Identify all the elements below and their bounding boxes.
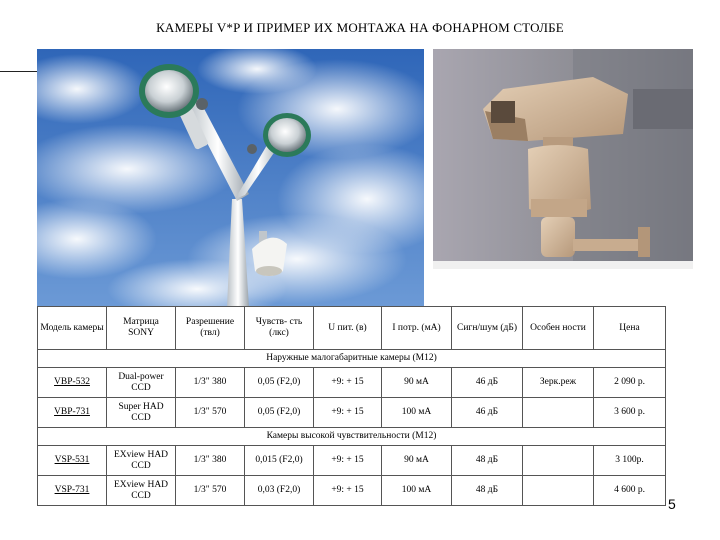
- section-label: Камеры высокой чувствительности (М12): [38, 428, 666, 446]
- cell-price: 3 600 р.: [594, 398, 666, 428]
- section-row: [38, 350, 666, 368]
- cell-price: 3 100р.: [594, 446, 666, 476]
- table-row: [38, 398, 666, 428]
- cell-resolution: 1/3" 380: [176, 368, 245, 398]
- header-model: Модель камеры: [38, 307, 107, 350]
- cell-snr: 48 дБ: [452, 446, 523, 476]
- cell-sensor: EXview HAD CCD: [107, 446, 176, 476]
- model-link[interactable]: VBP-731: [38, 398, 107, 428]
- table-row: [38, 476, 666, 506]
- page-title: КАМЕРЫ V*P И ПРИМЕР ИХ МОНТАЖА НА ФОНАРНОМ СТОЛБЕ: [156, 20, 564, 35]
- cell-voltage: +9: + 15: [314, 446, 382, 476]
- model-link[interactable]: VBP-532: [38, 368, 107, 398]
- table-header-row: [38, 307, 666, 350]
- cell-features: [523, 398, 594, 428]
- cell-voltage: +9: + 15: [314, 398, 382, 428]
- cell-voltage: +9: + 15: [314, 476, 382, 506]
- header-sensor: Матрица SONY: [107, 307, 176, 350]
- cell-snr: 48 дБ: [452, 476, 523, 506]
- header-resolution: Разрешение (твл): [176, 307, 245, 350]
- cell-voltage: +9: + 15: [314, 368, 382, 398]
- header-voltage: U пит. (в): [314, 307, 382, 350]
- cell-features: Зерк.реж: [523, 368, 594, 398]
- table-row: [38, 368, 666, 398]
- cell-price: 2 090 р.: [594, 368, 666, 398]
- cell-sensitivity: 0,03 (F2,0): [245, 476, 314, 506]
- cell-resolution: 1/3" 570: [176, 476, 245, 506]
- header-price: Цена: [594, 307, 666, 350]
- cell-features: [523, 446, 594, 476]
- cell-resolution: 1/3" 380: [176, 446, 245, 476]
- street-lamp-photo: [37, 49, 424, 307]
- cell-features: [523, 476, 594, 506]
- cell-sensitivity: 0,05 (F2,0): [245, 398, 314, 428]
- header-features: Особен ности: [523, 307, 594, 350]
- header-snr: Сигн/шум (дБ): [452, 307, 523, 350]
- cell-resolution: 1/3" 570: [176, 398, 245, 428]
- cell-current: 100 мА: [382, 476, 452, 506]
- header-current: I потр. (мА): [382, 307, 452, 350]
- cell-snr: 46 дБ: [452, 368, 523, 398]
- cell-sensitivity: 0,015 (F2,0): [245, 446, 314, 476]
- cell-price: 4 600 р.: [594, 476, 666, 506]
- cell-current: 100 мА: [382, 398, 452, 428]
- cell-sensitivity: 0,05 (F2,0): [245, 368, 314, 398]
- table-row: [38, 446, 666, 476]
- cell-sensor: Super HAD CCD: [107, 398, 176, 428]
- cell-sensor: Dual-power CCD: [107, 368, 176, 398]
- camera-spec-table: [37, 306, 666, 506]
- section-row: [38, 428, 666, 446]
- page-number: 5: [668, 496, 676, 512]
- header-sensitivity: Чувств- сть (лкс): [245, 307, 314, 350]
- model-link[interactable]: VSP-531: [38, 446, 107, 476]
- cell-current: 90 мА: [382, 446, 452, 476]
- cell-current: 90 мА: [382, 368, 452, 398]
- camera-photo: [433, 49, 693, 269]
- cell-sensor: EXview HAD CCD: [107, 476, 176, 506]
- model-link[interactable]: VSP-731: [38, 476, 107, 506]
- cell-snr: 46 дБ: [452, 398, 523, 428]
- section-label: Наружные малогабаритные камеры (М12): [38, 350, 666, 368]
